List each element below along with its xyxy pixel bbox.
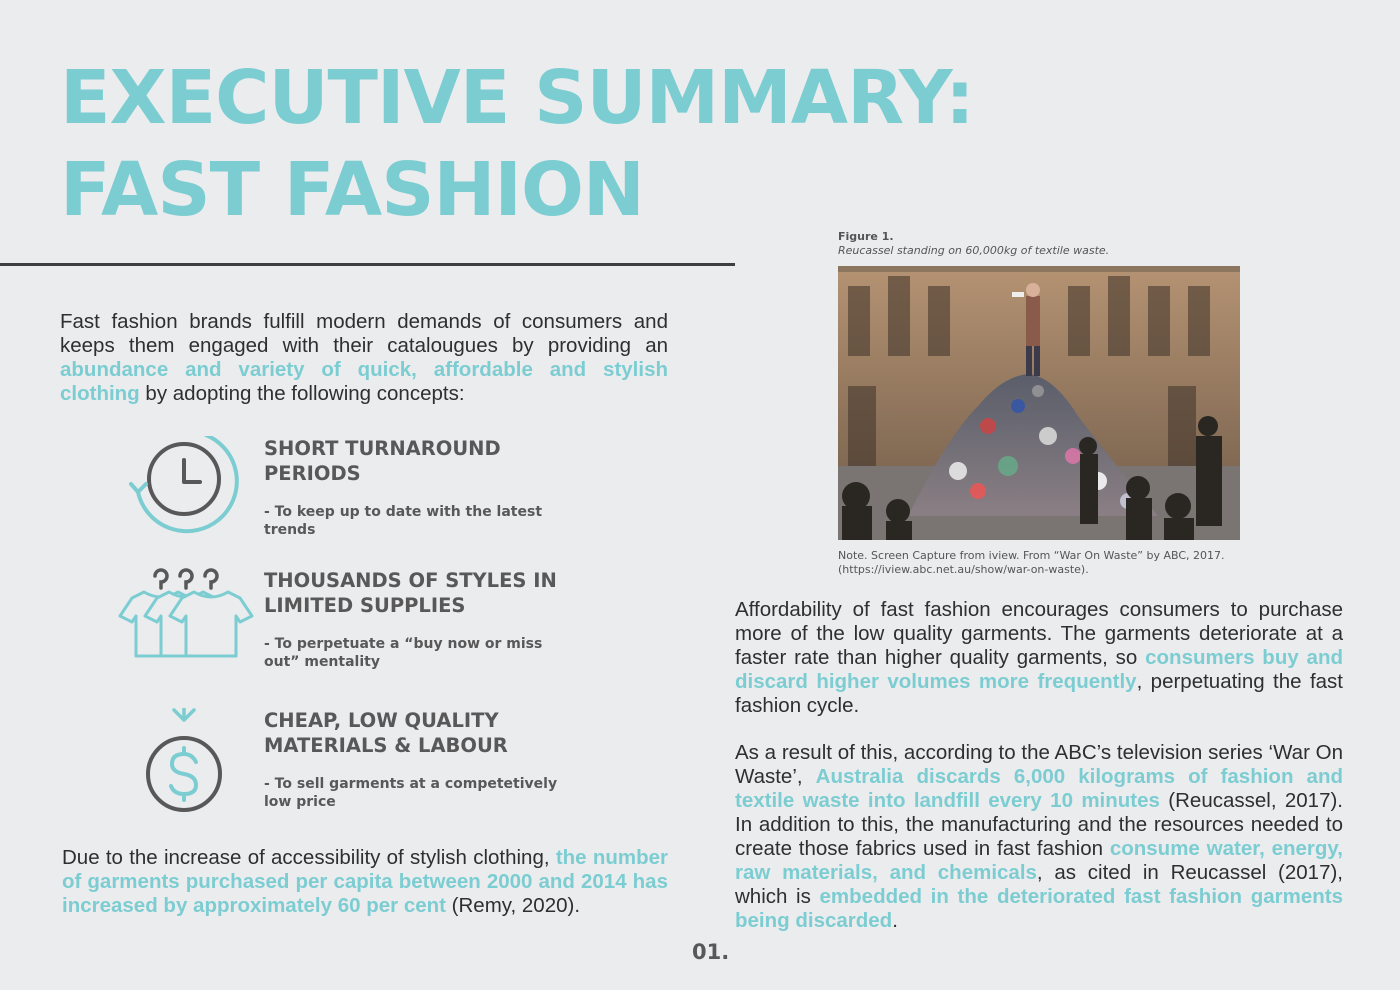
concept-title: SHORT TURNAROUND PERIODS: [264, 437, 501, 485]
concept-description: - To keep up to date with the latest trends: [264, 504, 543, 538]
concept-title: THOUSANDS OF STYLES IN LIMITED SUPPLIES: [264, 569, 557, 617]
waste-highlight-3: embedded in the deteriorated fast fashion garments being discarded: [735, 885, 1343, 932]
page-title: [60, 52, 974, 236]
waste-paragraph: [735, 741, 1343, 933]
intro-highlight: abundance and variety of quick, affordable and stylish clothing: [60, 358, 668, 405]
concept-short-turnaround: [100, 436, 600, 556]
concept-description: - To perpetuate a “buy now or miss out” mentality: [264, 636, 543, 670]
dollar-coin-icon: [100, 708, 260, 828]
title-line-2: FAST FASHION: [60, 147, 644, 233]
figure-note: [838, 549, 1258, 577]
affordability-highlight: consumers buy and discard higher volumes more frequently: [735, 646, 1343, 693]
clock-icon: [100, 436, 260, 556]
figure-number: Figure 1.: [838, 230, 894, 243]
waste-text-4: .: [892, 909, 898, 932]
figure-caption: Reucassel standing on 60,000kg of textile waste.: [838, 244, 1110, 257]
waste-text-1: As a result of this, according to the ABC’s television series ‘War On Waste’,: [735, 741, 1343, 788]
waste-highlight-2: consume water, energy, raw materials, and chemicals: [735, 837, 1343, 884]
concept-title: CHEAP, LOW QUALITY MATERIALS & LABOUR: [264, 709, 508, 757]
waste-highlight-1: Australia discards 6,000 kilograms of fashion and textile waste into landfill every 10 minutes: [735, 765, 1343, 812]
intro-text-2: by adopting the following concepts:: [139, 382, 465, 405]
concept-styles-limited: [100, 568, 600, 688]
affordability-text-2: , perpetuating the fast fashion cycle.: [735, 670, 1343, 717]
intro-text-1: Fast fashion brands fulfill modern demands of consumers and keeps them engaged with their catalougues by providing an: [60, 310, 668, 357]
conclusion-paragraph: [62, 846, 668, 918]
concept-cheap-materials: [100, 708, 600, 828]
figure-note-line-1: Note. Screen Capture from iview. From “War On Waste” by ABC, 2017.: [838, 549, 1225, 562]
conclusion-text-1: Due to the increase of accessibility of stylish clothing,: [62, 846, 556, 869]
waste-text-2: (Reucassel, 2017). In addition to this, the manufacturing and the resources needed to create those fabrics used in fast fashion: [735, 789, 1343, 860]
conclusion-highlight: the number of garments purchased per capita between 2000 and 2014 has increased by approximately 60 per cent: [62, 846, 668, 917]
waste-text-3: , as cited in Reucassel (2017), which is: [735, 861, 1343, 908]
page-number: 01.: [692, 940, 730, 964]
tshirts-on-hangers-icon: [100, 568, 260, 688]
intro-paragraph: [60, 310, 668, 406]
affordability-paragraph: [735, 598, 1343, 718]
concept-description: - To sell garments at a competetively low price: [264, 776, 558, 810]
title-line-1: EXECUTIVE SUMMARY:: [60, 55, 974, 141]
affordability-text-1: Affordability of fast fashion encourages consumers to purchase more of the low quality garments. The garments deteriorate at a faster rate than higher quality garments, so: [735, 598, 1343, 669]
figure-photo: [838, 266, 1240, 540]
conclusion-text-2: (Remy, 2020).: [445, 894, 581, 917]
figure-label: [838, 230, 1109, 258]
textile-waste-photo: [838, 266, 1240, 540]
figure-note-line-2: (https://iview.abc.net.au/show/war-on-waste).: [838, 563, 1089, 576]
title-divider: [0, 263, 735, 266]
